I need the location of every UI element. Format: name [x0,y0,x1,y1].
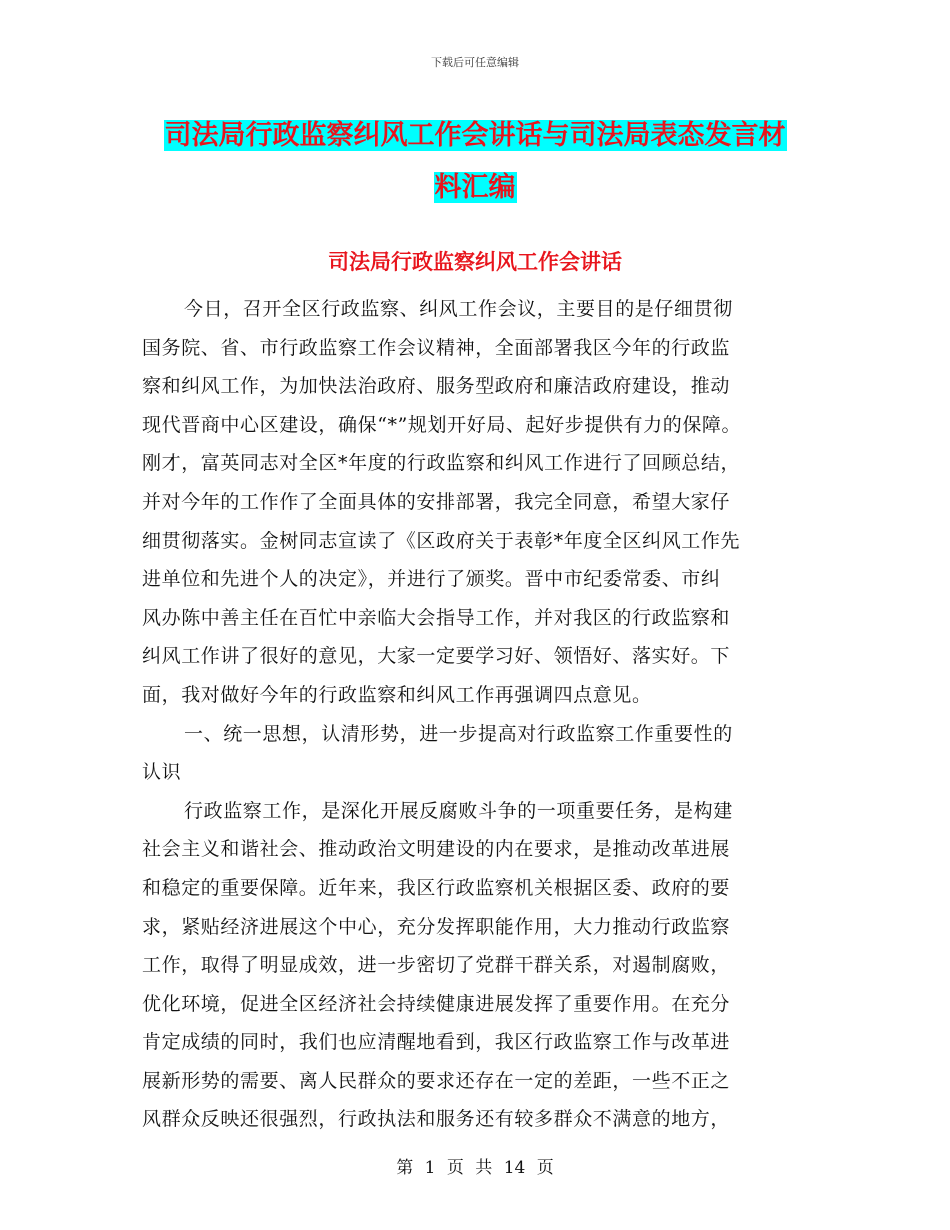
document-title-line-2 [0,162,950,214]
document-title [0,110,950,214]
body-line: 进单位和先进个人的决定》，并进行了颁奖。晋中市纪委常委、市纠 [142,568,721,591]
body-line: 展新形势的需要、离人民群众的要求还存在一定的差距，一些不正之 [142,1069,731,1092]
body-line: 和稳定的重要保障。近年来，我区行政监察机关根据区委、政府的要 [142,876,731,899]
body-line: 优化环境，促进全区经济社会持续健康进展发挥了重要作用。在充分 [142,992,731,1015]
body-line: 风群众反映还很强烈，行政执法和服务还有较多群众不满意的地方， [142,1108,731,1131]
body-line: 纠风工作讲了很好的意见，大家一定要学习好、领悟好、落实好。下 [142,645,731,668]
body-line: 并对今年的工作作了全面具体的安排部署，我完全同意，希望大家仔 [142,490,731,513]
body-line: 肯定成绩的同时，我们也应清醒地看到，我区行政监察工作与改革进 [142,1031,731,1054]
body-line: 社会主义和谐社会、推动政治文明建设的内在要求，是推动改革进展 [142,838,731,861]
body-line: 细贯彻落实。金树同志宣读了《区政府关于表彰*年度全区纠风工作先 [142,529,741,552]
page-footer-number: 第 1 页 共 14 页 [396,1158,554,1178]
title-highlight-1: 司法局行政监察纠风工作会讲话与司法局表态发言材 [164,120,786,151]
title-highlight-2: 料汇编 [434,172,516,203]
heading-line: 认识 [142,761,182,784]
body-line: 行政监察工作，是深化开展反腐败斗争的一项重要任务，是构建 [184,799,733,822]
body-line: 今日，召开全区行政监察、纠风工作会议，主要目的是仔细贯彻 [184,298,733,320]
body-line: 面，我对做好今年的行政监察和纠风工作再强调四点意见。 [142,683,652,706]
body-line: 国务院、省、市行政监察工作会议精神，全面部署我区今年的行政监 [142,336,731,359]
body-line: 风办陈中善主任在百忙中亲临大会指导工作，并对我区的行政监察和 [142,606,731,629]
body-text [142,290,842,1139]
body-line: 现代晋商中心区建设，确保“*”规划开好局、起好步提供有力的保障。 [142,413,742,436]
body-line: 求，紧贴经济进展这个中心，充分发挥职能作用，大力推动行政监察 [142,915,731,938]
heading-line: 一、统一思想，认清形势，进一步提高对行政监察工作重要性的 [184,722,733,745]
body-line: 刚才，富英同志对全区*年度的行政监察和纠风工作进行了回顾总结， [142,452,741,475]
body-line: 察和纠风工作，为加快法治政府、服务型政府和廉洁政府建设，推动 [142,375,731,398]
section-title: 司法局行政监察纠风工作会讲话 [328,250,622,274]
body-line: 工作，取得了明显成效，进一步密切了党群干群关系，对遏制腐败， [142,954,731,977]
page-header-note: 下载后可任意编辑 [431,56,519,69]
document-title-line-1 [0,110,950,162]
